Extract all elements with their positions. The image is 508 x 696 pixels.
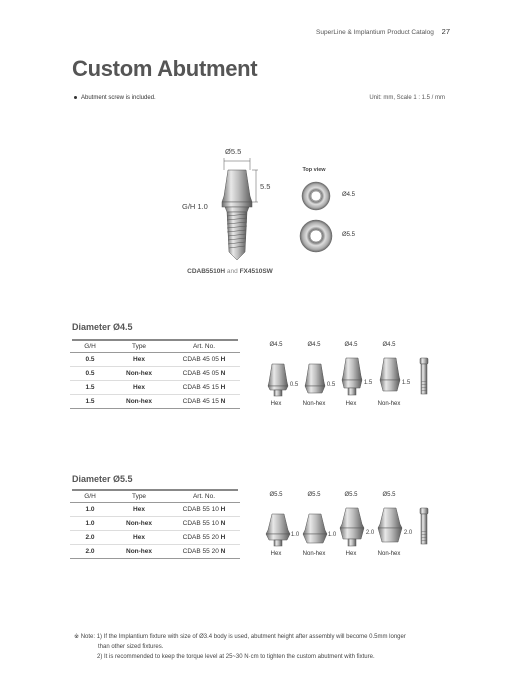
part-dim: 0.5 — [289, 382, 299, 388]
unit-scale: Unit: mm, Scale 1 : 1.5 / mm — [369, 95, 445, 101]
cell-gh: 1.5 — [70, 381, 110, 395]
main-diameter-label: Ø5.5 — [225, 147, 242, 156]
table-row — [70, 503, 240, 517]
spec-table-4-5 — [70, 340, 240, 409]
art-suffix: N — [220, 548, 226, 555]
cell-type: Hex — [110, 503, 168, 517]
cell-gh: 0.5 — [70, 353, 110, 367]
art-suffix: N — [220, 520, 226, 527]
part-label: Hex — [270, 551, 282, 557]
cell-art — [168, 395, 240, 409]
cell-gh: 1.0 — [70, 503, 110, 517]
caption-and: and — [226, 268, 238, 275]
part-dim: 1.5 — [401, 380, 411, 386]
col-art: Art. No. — [168, 490, 240, 503]
col-gh: G/H — [70, 340, 110, 353]
part-dim: 0.5 — [326, 382, 336, 388]
art-base: CDAB 45 05 — [182, 370, 221, 377]
art-suffix: H — [220, 534, 226, 541]
part-label: Hex — [270, 401, 282, 407]
col-art: Art. No. — [168, 340, 240, 353]
cell-type: Non-hex — [110, 517, 168, 531]
table-row — [70, 367, 240, 381]
assembly-caption — [170, 268, 290, 275]
cell-art — [168, 531, 240, 545]
page-number: 27 — [441, 27, 450, 36]
top-view-d2: Ø5.5 — [342, 232, 356, 238]
cell-type: Non-hex — [110, 545, 168, 559]
page-title: Custom Abutment — [72, 56, 258, 81]
page-header — [280, 27, 450, 36]
screw-note-text: Abutment screw is included. — [81, 95, 156, 101]
footnote-line-3: 2) It is recommended to keep the torque level at 25~30 N·cm to tighten the custom abutment with fixture. — [97, 654, 375, 660]
art-suffix: H — [220, 356, 226, 363]
part-dim: 2.0 — [365, 530, 375, 536]
art-suffix: H — [220, 506, 226, 513]
col-type: Type — [110, 490, 168, 503]
caption-abutment-code: CDAB5510H — [187, 268, 226, 275]
cell-gh: 0.5 — [70, 367, 110, 381]
art-base: CDAB 55 10 — [182, 506, 221, 513]
cell-type: Hex — [110, 381, 168, 395]
art-base: CDAB 55 10 — [182, 520, 221, 527]
abutment-screw — [420, 508, 428, 544]
part-label: Non-hex — [377, 551, 401, 557]
part-nonhex-2-0 — [378, 508, 402, 542]
cell-type: Non-hex — [110, 395, 168, 409]
part-nonhex-1-0 — [303, 514, 327, 543]
part-nonhex-1-5 — [380, 358, 400, 391]
part-diameter: Ø4.5 — [382, 342, 396, 348]
cell-gh: 2.0 — [70, 531, 110, 545]
section-title-5-5: Diameter Ø5.5 — [72, 474, 133, 484]
cell-art — [168, 517, 240, 531]
part-diameter: Ø5.5 — [269, 492, 283, 498]
part-dim: 1.5 — [363, 380, 373, 386]
col-gh: G/H — [70, 490, 110, 503]
part-label: Hex — [345, 551, 357, 557]
table-row — [70, 353, 240, 367]
part-label: Non-hex — [302, 551, 326, 557]
art-base: CDAB 45 15 — [182, 398, 221, 405]
art-base: CDAB 45 05 — [182, 356, 221, 363]
catalog-name: SuperLine & Implantium Product Catalog — [316, 29, 434, 36]
cell-type: Non-hex — [110, 367, 168, 381]
top-view-large-ring — [298, 218, 334, 254]
top-view-small-ring — [300, 180, 332, 212]
main-height-label: 5.5 — [260, 182, 271, 191]
part-nonhex-0-5 — [305, 364, 325, 393]
part-label: Non-hex — [377, 401, 401, 407]
part-dim: 1.0 — [327, 532, 337, 538]
part-diameter: Ø4.5 — [307, 342, 321, 348]
top-view-d1: Ø4.5 — [342, 192, 356, 198]
table-row — [70, 545, 240, 559]
art-suffix: N — [220, 398, 226, 405]
part-hex-2-0 — [340, 508, 364, 546]
part-diameter: Ø5.5 — [382, 492, 396, 498]
table-row — [70, 381, 240, 395]
section-title-4-5: Diameter Ø4.5 — [72, 322, 133, 332]
cell-type: Hex — [110, 531, 168, 545]
table-row — [70, 531, 240, 545]
part-diameter: Ø5.5 — [307, 492, 321, 498]
footnote-line-2: than other sized fixtures. — [98, 644, 164, 650]
abutment-screw — [420, 358, 428, 394]
col-type: Type — [110, 340, 168, 353]
art-base: CDAB 55 20 — [182, 548, 221, 555]
part-hex-1-0 — [266, 514, 290, 546]
spec-table-5-5 — [70, 490, 240, 559]
caption-fixture-code: FX4510SW — [239, 268, 273, 275]
table-row — [70, 517, 240, 531]
footnote-line-1: ※ Note: 1) If the Implantium fixture with size of Ø3.4 body is used, abutment height after assembly will become 0.5mm longer — [74, 634, 406, 640]
cell-art — [168, 503, 240, 517]
part-label: Hex — [345, 401, 357, 407]
top-view-label: Top view — [302, 167, 326, 173]
cell-art — [168, 545, 240, 559]
part-diameter: Ø4.5 — [269, 342, 283, 348]
table-row — [70, 395, 240, 409]
art-base: CDAB 55 20 — [182, 534, 221, 541]
cell-gh: 1.0 — [70, 517, 110, 531]
main-gh-label: G/H 1.0 — [182, 202, 208, 211]
art-suffix: H — [220, 384, 226, 391]
cell-art — [168, 353, 240, 367]
cell-type: Hex — [110, 353, 168, 367]
art-base: CDAB 45 15 — [182, 384, 221, 391]
part-label: Non-hex — [302, 401, 326, 407]
part-diameter: Ø5.5 — [344, 492, 358, 498]
screw-note — [74, 95, 156, 101]
part-dim: 2.0 — [403, 530, 413, 536]
part-hex-0-5 — [268, 364, 288, 396]
cell-art — [168, 381, 240, 395]
part-diameter: Ø4.5 — [344, 342, 358, 348]
bullet-icon — [74, 96, 77, 99]
art-suffix: N — [220, 370, 226, 377]
cell-gh: 1.5 — [70, 395, 110, 409]
part-hex-1-5 — [342, 358, 362, 395]
cell-art — [168, 367, 240, 381]
part-dim: 1.0 — [290, 532, 300, 538]
footnote — [74, 632, 454, 662]
cell-gh: 2.0 — [70, 545, 110, 559]
